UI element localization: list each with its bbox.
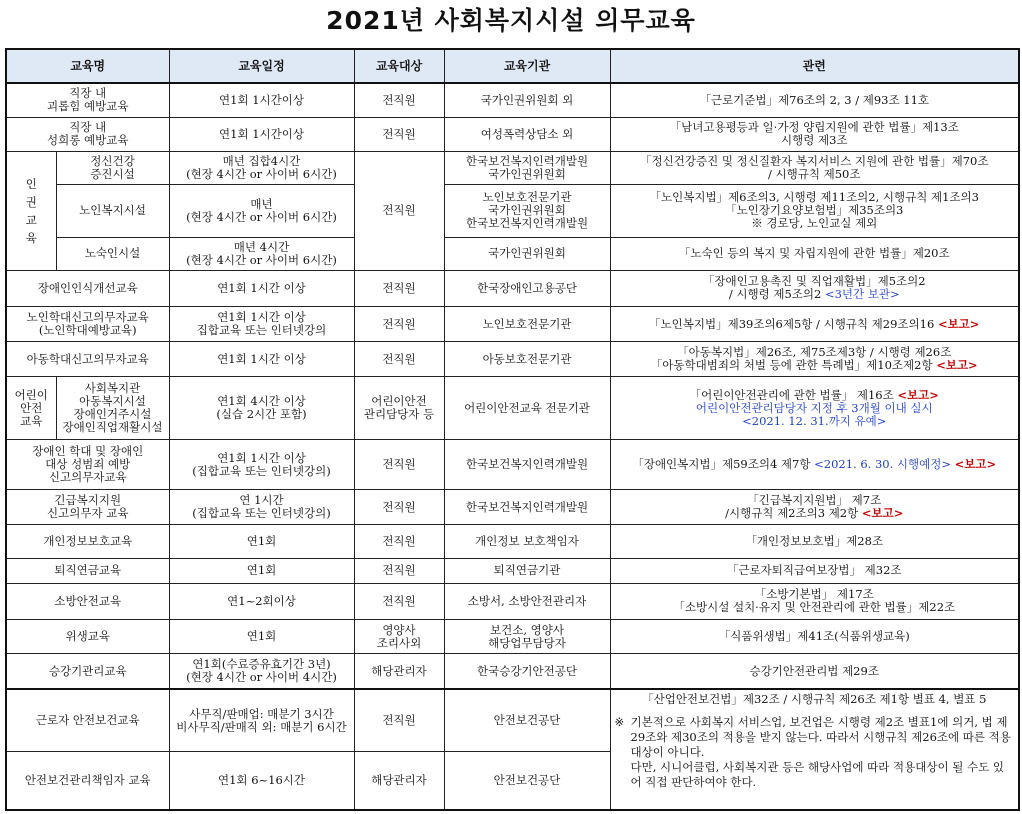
safety-note-2: 다만, 시니어클럽, 사회복지관 등은 해당사업에 따라 적용대상이 될 수도 있어 직접 판단하여야 한다. bbox=[630, 760, 1004, 790]
edu-agency: 퇴직연금기관 bbox=[444, 558, 610, 583]
edu-target: 전직원 bbox=[354, 307, 444, 342]
edu-related: 「노인복지법」제39조의6제5항 / 시행규칙 제29조의16 <보고> bbox=[610, 307, 1019, 342]
edu-name: 소방안전교육 bbox=[6, 583, 169, 619]
report-badge: <보고> bbox=[954, 457, 997, 472]
edu-related: 「근로기준법」제76조의 2, 3 / 제93조 11호 bbox=[610, 83, 1019, 117]
education-table bbox=[5, 48, 1020, 811]
table-row bbox=[6, 525, 1019, 558]
edu-target: 전직원 bbox=[354, 525, 444, 558]
edu-agency: 한국보건복지인력개발원 bbox=[444, 439, 610, 489]
retention-note: <3년간 보관> bbox=[824, 287, 900, 302]
table-row bbox=[6, 654, 1019, 689]
table-row bbox=[6, 117, 1019, 151]
edu-related: 「근로자퇴직급여보장법」 제32조 bbox=[610, 558, 1019, 583]
edu-agency: 소방서, 소방안전관리자 bbox=[444, 583, 610, 619]
edu-related: 「아동복지법」제26조, 제75조제3항 / 시행령 제26조 「아동학대범죄의 처벌 등에 관한 특례법」제10조제2항 <보고> bbox=[610, 342, 1019, 377]
table-row bbox=[6, 377, 1019, 439]
edu-schedule: 연1회 6~16시간 bbox=[169, 751, 354, 810]
edu-related: 「남녀고용평등과 일·가정 양립지원에 관한 법률」제13조 시행령 제3조 bbox=[610, 117, 1019, 151]
table-row bbox=[6, 439, 1019, 489]
edu-subname: 노인복지시설 bbox=[56, 185, 169, 237]
rights-group-label: 인 권 교 육 bbox=[6, 151, 56, 270]
edu-schedule: 매년 집합4시간 (현장 4시간 or 사이버 6시간) bbox=[169, 151, 354, 184]
table-row bbox=[6, 583, 1019, 619]
edu-schedule: 매년 (현장 4시간 or 사이버 6시간) bbox=[169, 185, 354, 237]
edu-target: 전직원 bbox=[354, 151, 444, 270]
edu-related: 「개인정보보호법」제28조 bbox=[610, 525, 1019, 558]
edu-schedule: 연1회 1시간이상 bbox=[169, 117, 354, 151]
edu-name: 안전보건관리책임자 교육 bbox=[6, 751, 169, 810]
edu-agency: 여성폭력상담소 외 bbox=[444, 117, 610, 151]
table-row bbox=[6, 270, 1019, 306]
edu-name: 장애인 학대 및 장애인 대상 성범죄 예방 신고의무자교육 bbox=[6, 439, 169, 489]
header-agency: 교육기관 bbox=[444, 49, 610, 83]
header-schedule: 교육일정 bbox=[169, 49, 354, 83]
edu-agency: 국가인권위원회 bbox=[444, 237, 610, 270]
header-row bbox=[6, 49, 1019, 83]
edu-target: 전직원 bbox=[354, 689, 444, 751]
edu-agency: 한국보건복지인력개발원 국가인권위원회 bbox=[444, 151, 610, 184]
edu-agency: 노인보호전문기관 국가인권위원회 한국보건복지인력개발원 bbox=[444, 185, 610, 237]
edu-name: 장애인인식개선교육 bbox=[6, 270, 169, 306]
edu-name: 아동학대신고의무자교육 bbox=[6, 342, 169, 377]
edu-related: 「어린이안전관리에 관한 법률」 제16조 <보고> 어린이안전관리담당자 지정 후 3개월 이내 실시 <2021. 12. 31.까지 유예> bbox=[610, 377, 1019, 439]
edu-agency: 국가인권위원회 외 bbox=[444, 83, 610, 117]
edu-agency: 개인정보 보호책임자 bbox=[444, 525, 610, 558]
edu-target: 전직원 bbox=[354, 558, 444, 583]
effective-date-note: <2021. 6. 30. 시행예정> bbox=[814, 457, 951, 472]
edu-related: 「긴급복지지원법」 제7조 /시행규칙 제2조의3 제2항 <보고> bbox=[610, 490, 1019, 525]
edu-related: 「정신건강증진 및 정신질환자 복지서비스 지원에 관한 법률」제70조 / 시행규칙 제50조 bbox=[610, 151, 1019, 184]
report-badge: <보고> bbox=[897, 387, 939, 402]
safety-note-1: 기본적으로 사회복지 서비스업, 보건업은 시행령 제2조 별표1에 의거, 법 제29조와 제30조의 적용을 받지 않는다. 따라서 시행규칙 제26조에 따른 적용대상이 아니다. bbox=[630, 715, 1011, 760]
edu-target: 전직원 bbox=[354, 270, 444, 306]
edu-related: 「식품위생법」제41조(식품위생교육) bbox=[610, 620, 1019, 654]
edu-schedule: 연1회 1시간이상 bbox=[169, 83, 354, 117]
safety-law: 「산업안전보건법」제32조 / 시행규칙 제26조 제1항 별표 4, 별표 5 bbox=[642, 692, 987, 707]
note-mark: ※ bbox=[614, 715, 625, 730]
edu-schedule: 사무직/판매업: 매분기 3시간 비사무직/판매직 외: 매분기 6시간 bbox=[169, 689, 354, 751]
edu-target: 해당관리자 bbox=[354, 654, 444, 689]
edu-schedule: 연1회 bbox=[169, 558, 354, 583]
edu-related: 「장애인복지법」제59조의4 제7항 <2021. 6. 30. 시행예정> <보고> bbox=[610, 439, 1019, 489]
report-badge: <보고> bbox=[861, 506, 904, 521]
edu-target: 영양사 조리사외 bbox=[354, 620, 444, 654]
edu-agency: 안전보건공단 bbox=[444, 689, 610, 751]
header-name: 교육명 bbox=[6, 49, 169, 83]
table-row bbox=[6, 185, 1019, 237]
edu-name: 노인학대신고의무자교육 (노인학대예방교육) bbox=[6, 307, 169, 342]
edu-agency: 어린이안전교육 전문기관 bbox=[444, 377, 610, 439]
table-row bbox=[6, 689, 1019, 751]
edu-target: 전직원 bbox=[354, 583, 444, 619]
edu-subname: 노숙인시설 bbox=[56, 237, 169, 270]
page-title: 2021년 사회복지시설 의무교육 bbox=[326, 6, 696, 35]
childsafety-group-label: 어린이 안전 교육 bbox=[6, 377, 56, 439]
safety-related bbox=[610, 689, 1019, 810]
edu-schedule: 연1회 bbox=[169, 620, 354, 654]
edu-related: 승강기안전관리법 제29조 bbox=[610, 654, 1019, 689]
edu-agency: 한국장애인고용공단 bbox=[444, 270, 610, 306]
edu-schedule: 연1회(수료증유효기간 3년) (현장 4시간 or 사이버 4시간) bbox=[169, 654, 354, 689]
edu-related: 「장애인고용촉진 및 직업재활법」제5조의2 / 시행령 제5조의2 <3년간 보관> bbox=[610, 270, 1019, 306]
edu-name: 개인정보보호교육 bbox=[6, 525, 169, 558]
edu-agency: 한국보건복지인력개발원 bbox=[444, 490, 610, 525]
safety-note bbox=[615, 715, 1015, 790]
edu-target: 어린이안전 관리담당자 등 bbox=[354, 377, 444, 439]
edu-target: 전직원 bbox=[354, 439, 444, 489]
header-related: 관련 bbox=[610, 49, 1019, 83]
edu-related: 「노숙인 등의 복지 및 자립지원에 관한 법률」제20조 bbox=[610, 237, 1019, 270]
table-row bbox=[6, 490, 1019, 525]
edu-schedule: 연1회 4시간 이상 (실습 2시간 포함) bbox=[169, 377, 354, 439]
report-badge: <보고> bbox=[937, 316, 980, 331]
edu-subname: 사회복지관 아동복지시설 장애인거주시설 장애인직업재활시설 bbox=[56, 377, 169, 439]
edu-related: 「소방기본법」 제17조 「소방시설 설치·유지 및 안전관리에 관한 법률」제22조 bbox=[610, 583, 1019, 619]
edu-schedule: 연1~2회이상 bbox=[169, 583, 354, 619]
edu-name: 긴급복지지원 신고의무자 교육 bbox=[6, 490, 169, 525]
edu-agency: 한국승강기안전공단 bbox=[444, 654, 610, 689]
edu-schedule: 연1회 1시간 이상 bbox=[169, 270, 354, 306]
edu-schedule: 매년 4시간 (현장 4시간 or 사이버 6시간) bbox=[169, 237, 354, 270]
edu-agency: 안전보건공단 bbox=[444, 751, 610, 810]
edu-schedule: 연1회 1시간 이상 bbox=[169, 342, 354, 377]
edu-schedule: 연 1시간 (집합교육 또는 인터넷강의) bbox=[169, 490, 354, 525]
edu-name: 승강기관리교육 bbox=[6, 654, 169, 689]
report-badge: <보고> bbox=[936, 358, 978, 373]
edu-target: 전직원 bbox=[354, 83, 444, 117]
edu-target: 전직원 bbox=[354, 342, 444, 377]
edu-name: 근로자 안전보건교육 bbox=[6, 689, 169, 751]
edu-name: 퇴직연금교육 bbox=[6, 558, 169, 583]
table-row bbox=[6, 83, 1019, 117]
edu-target: 전직원 bbox=[354, 117, 444, 151]
edu-target: 해당관리자 bbox=[354, 751, 444, 810]
edu-name: 위생교육 bbox=[6, 620, 169, 654]
table-row bbox=[6, 342, 1019, 377]
edu-schedule: 연1회 1시간 이상 집합교육 또는 인터넷강의 bbox=[169, 307, 354, 342]
table-row bbox=[6, 237, 1019, 270]
edu-name: 직장 내 괴롭힘 예방교육 bbox=[6, 83, 169, 117]
edu-related: 「노인복지법」제6조의3, 시행령 제11조의2, 시행규칙 제1조의3 「노인장기요양보험법」제35조의3 ※ 경로당, 노인교실 제외 bbox=[610, 185, 1019, 237]
table-row bbox=[6, 558, 1019, 583]
edu-subname: 정신건강 증진시설 bbox=[56, 151, 169, 184]
header-target: 교육대상 bbox=[354, 49, 444, 83]
edu-schedule: 연1회 bbox=[169, 525, 354, 558]
edu-agency: 아동보호전문기관 bbox=[444, 342, 610, 377]
table-row bbox=[6, 307, 1019, 342]
table-row bbox=[6, 151, 1019, 184]
edu-agency: 노인보호전문기관 bbox=[444, 307, 610, 342]
edu-agency: 보건소, 영양사 해당업무담당자 bbox=[444, 620, 610, 654]
edu-name: 직장 내 성희롱 예방교육 bbox=[6, 117, 169, 151]
table-row bbox=[6, 620, 1019, 654]
edu-target: 전직원 bbox=[354, 490, 444, 525]
edu-schedule: 연1회 1시간 이상 (집합교육 또는 인터넷강의) bbox=[169, 439, 354, 489]
